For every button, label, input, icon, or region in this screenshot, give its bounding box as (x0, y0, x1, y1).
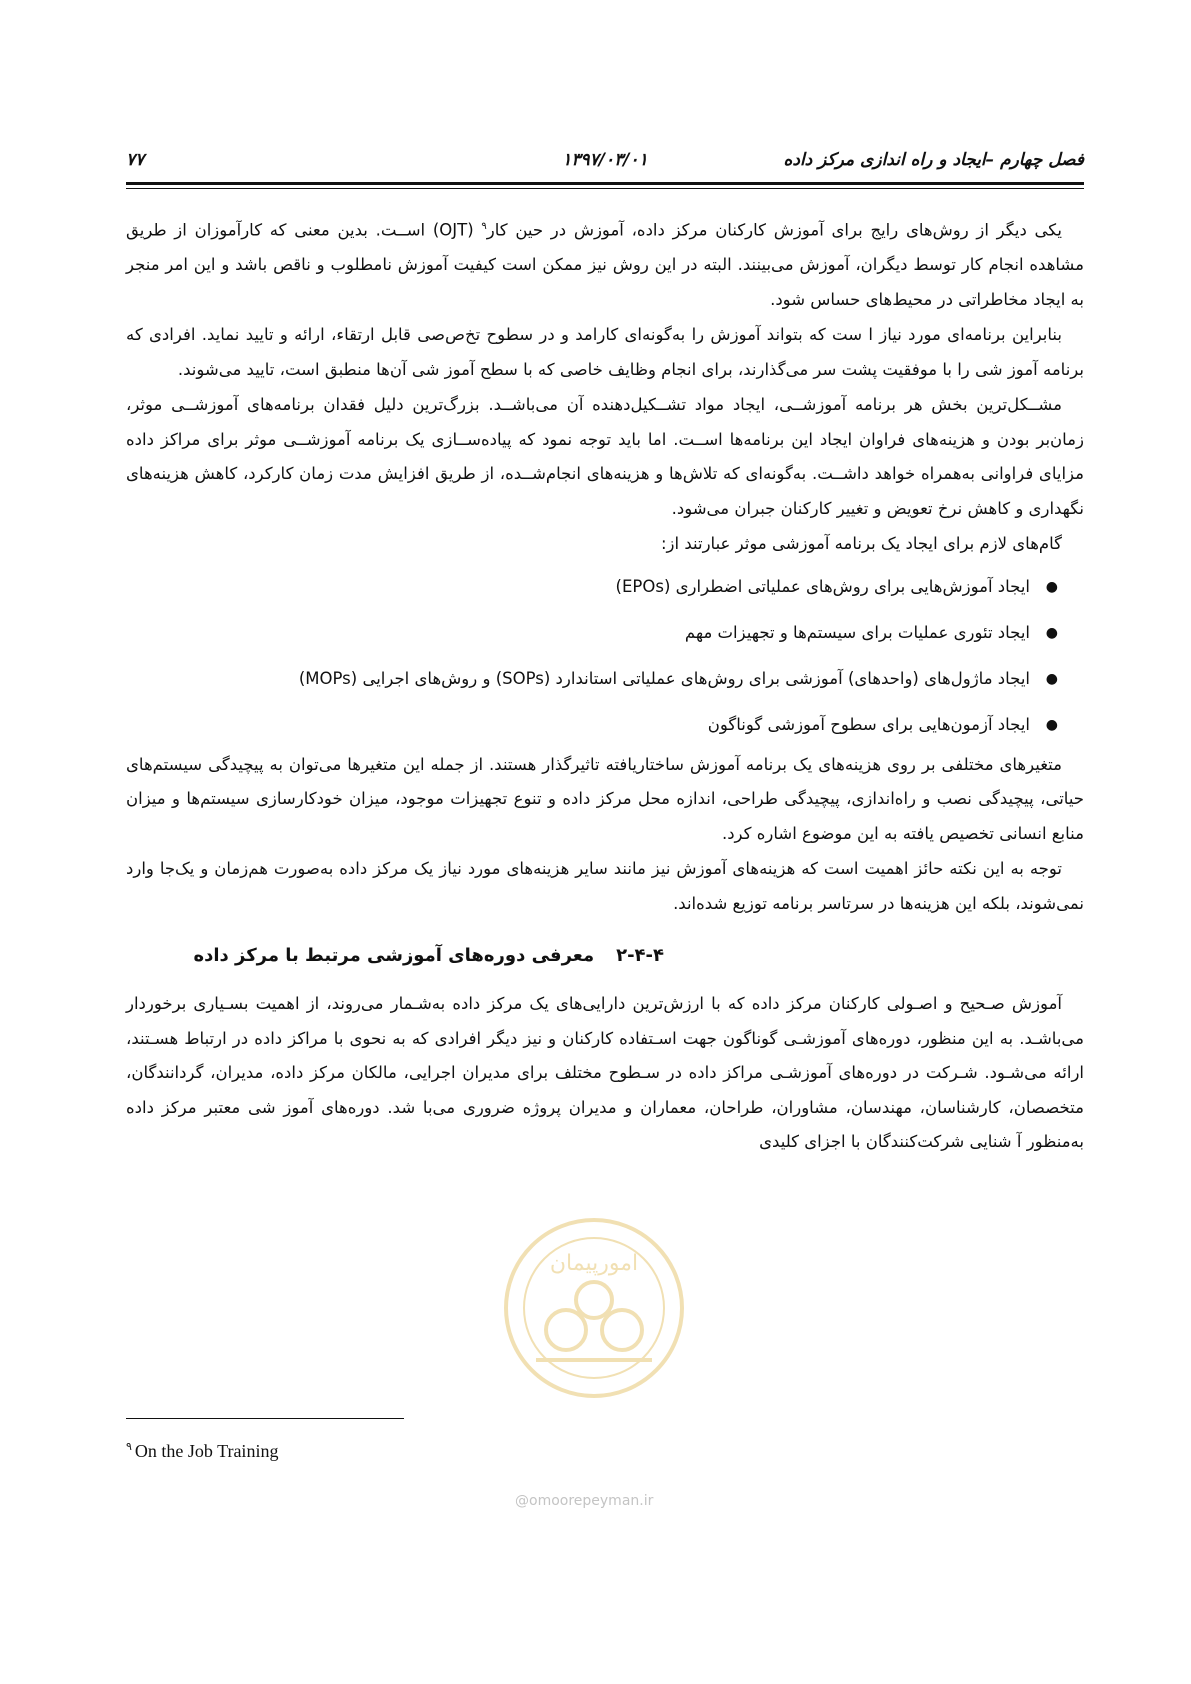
footnote-mark: ۹ (126, 1441, 132, 1453)
section-title: معرفی دوره‌های آموزشی مرتبط با مرکز داده (193, 945, 595, 966)
header-rule-thin (126, 188, 1084, 189)
list-item (126, 610, 1058, 656)
footnote-rule (126, 1418, 404, 1419)
bullet-icon: ● (1045, 670, 1058, 687)
list-item-text: ایجاد آزمون‌هایی برای سطوح آموزشی گوناگون (707, 714, 1030, 734)
paragraph-ojt (126, 210, 1084, 317)
watermark-logo-text: امورپیمان (549, 1251, 639, 1276)
bullet-icon: ● (1045, 578, 1058, 595)
list-item (126, 702, 1058, 748)
paragraph-cost-variables: متغیرهای مختلفی بر روی هزینه‌های یک برنامه آموزش ساختاریافته تاثیرگذار هستند. از جمله این متغیرها می‌توان به پیچیدگی سیستم‌های حیاتی، پیچیدگی نصب و راه‌اندازی، پیچیدگی طراحی، اندازه محل مرکز داده و تنوع تجهیزات موجود، میزان خودکارسازی سیستم‌ها و میزان منابع انسانی تخصیص یافته به این موضوع اشاره کرد. (126, 754, 1084, 843)
watermark-logo-icon (496, 1210, 692, 1406)
list-item-text: ایجاد ماژول‌های (واحدهای) آموزشی برای روش‌های عملیاتی استاندارد (SOPs) و روش‌های اجرایی (MOPs) (298, 668, 1030, 688)
section-heading (126, 939, 1084, 973)
paragraph-difficulty: مشــکل‌ترین بخش هر برنامه آموزشــی، ایجاد مواد تشــکیل‌دهنده آن می‌باشــد. بزرگ‌ترین دلیل فقدان برنامه‌های آموزشــی موثر، زمان‌بر بودن و هزینه‌های فراوان ایجاد این برنامه‌ها اســت. اما باید توجه نمود که پیاده‌ســازی یک برنامه آموزشــی موثر برای مراکز داده مزایای فراوانی به‌همراه خواهد داشــت. به‌گونه‌ای که تلاش‌ها و هزینه‌های انجام‌شــده، از طریق افزایش مدت زمان کارکرد، کاهش هزینه‌های نگهداری و کاهش نرخ تعویض و تغییر کارکنان جبران می‌شود. (126, 395, 1084, 518)
paragraph-cost-distribution: توجه به این نکته حائز اهمیت است که هزینه‌های آموزش نیز مانند سایر هزینه‌های مورد نیاز یک مرکز داده به‌صورت هم‌زمان و یک‌جا وارد نمی‌شوند، بلکه این هزینه‌ها در سرتاسر برنامه توزیع شده‌اند. (126, 859, 1084, 913)
footnote-reference[interactable]: ۹ (481, 221, 487, 232)
paragraph-steps-intro: گام‌های لازم برای ایجاد یک برنامه آموزشی موثر عبارتند از: (660, 534, 1062, 553)
bullet-icon: ● (1045, 624, 1058, 641)
paragraph-ojt-part2: (OJT) اســت. بدین معنی که کارآموزان از طریق مشاهده انجام کار توسط دیگران، آموزش می‌بینند. البته در این روش نیز ممکن است کیفیت آموزش نامطلوب و ناقص باشد و این امر منجر به ایجاد مخاطراتی در محیط‌های حساس شود. (126, 220, 1084, 309)
list-item-text: ایجاد تئوری عملیات برای سیستم‌ها و تجهیزات مهم (684, 622, 1030, 642)
footnote-text: On the Job Training (134, 1441, 279, 1461)
chapter-title: فصل چهارم –ایجاد و راه اندازی مرکز داده (783, 150, 1084, 170)
header-rule-thick (126, 182, 1084, 185)
page-body (126, 210, 1084, 1161)
footnote (126, 1440, 278, 1462)
bullet-icon: ● (1045, 716, 1058, 733)
page-number: ۷۷ (126, 150, 145, 170)
section-number: ۲-۴-۴ (616, 945, 664, 966)
list-item (126, 656, 1058, 702)
list-item (126, 564, 1058, 610)
watermark-text: @omoorepeyman.ir (515, 1493, 654, 1509)
header-date: ۱۳۹۷/۰۳/۰۱ (562, 150, 648, 170)
page-header (126, 150, 1084, 180)
paragraph-program-need: بنابراین برنامه‌ای مورد نیاز ا ست که بتواند آموزش را به‌گونه‌ای کارامد و در سطوح تخ‌ص‌صی قابل ارتقاء، ارائه و تایید نماید. افرادی که برنامه آموز شی را با موفقیت پشت سر می‌گذارند، برای انجام وظایف خاصی که با سطح آموز شی آن‌ها منطبق است، تایید می‌شوند. (126, 325, 1084, 379)
paragraph-ojt-part1: یکی دیگر از روش‌های رایج برای آموزش کارکنان مرکز داده، آموزش در حین کار (486, 220, 1063, 240)
paragraph-training-courses: آموزش صـحیح و اصـولی کارکنان مرکز داده که با ارزش‌ترین دارایی‌های یک مرکز داده به‌شـمار می‌روند، از اهمیت بسـیاری برخوردار می‌باشـد. به این منظور، دوره‌های آموزشـی گوناگون جهت اسـتفاده کارکنان و نیز دیگر افرادی که به نحوی با مراکز داده در ارتباط هسـتند، ارائه می‌شـود. شـرکت در دوره‌های آموزشـی مراکز داده در سـطوح مختلف برای مدیران اجرایی، مالکان مرکز داده، مدیران، گردانندگان، متخصصان، کارشناسان، مهندسان، مشاوران، طراحان، معماران و مدیران پروژه ضروری می‌با شد. دوره‌های آموز شی معتبر مرکز داده به‌منظور آ شنایی شرکت‌کنندگان با اجزای کلیدی (126, 994, 1084, 1151)
list-item-text: ایجاد آموزش‌هایی برای روش‌های عملیاتی اضطراری (EPOs) (615, 576, 1030, 596)
steps-list (126, 564, 1084, 748)
